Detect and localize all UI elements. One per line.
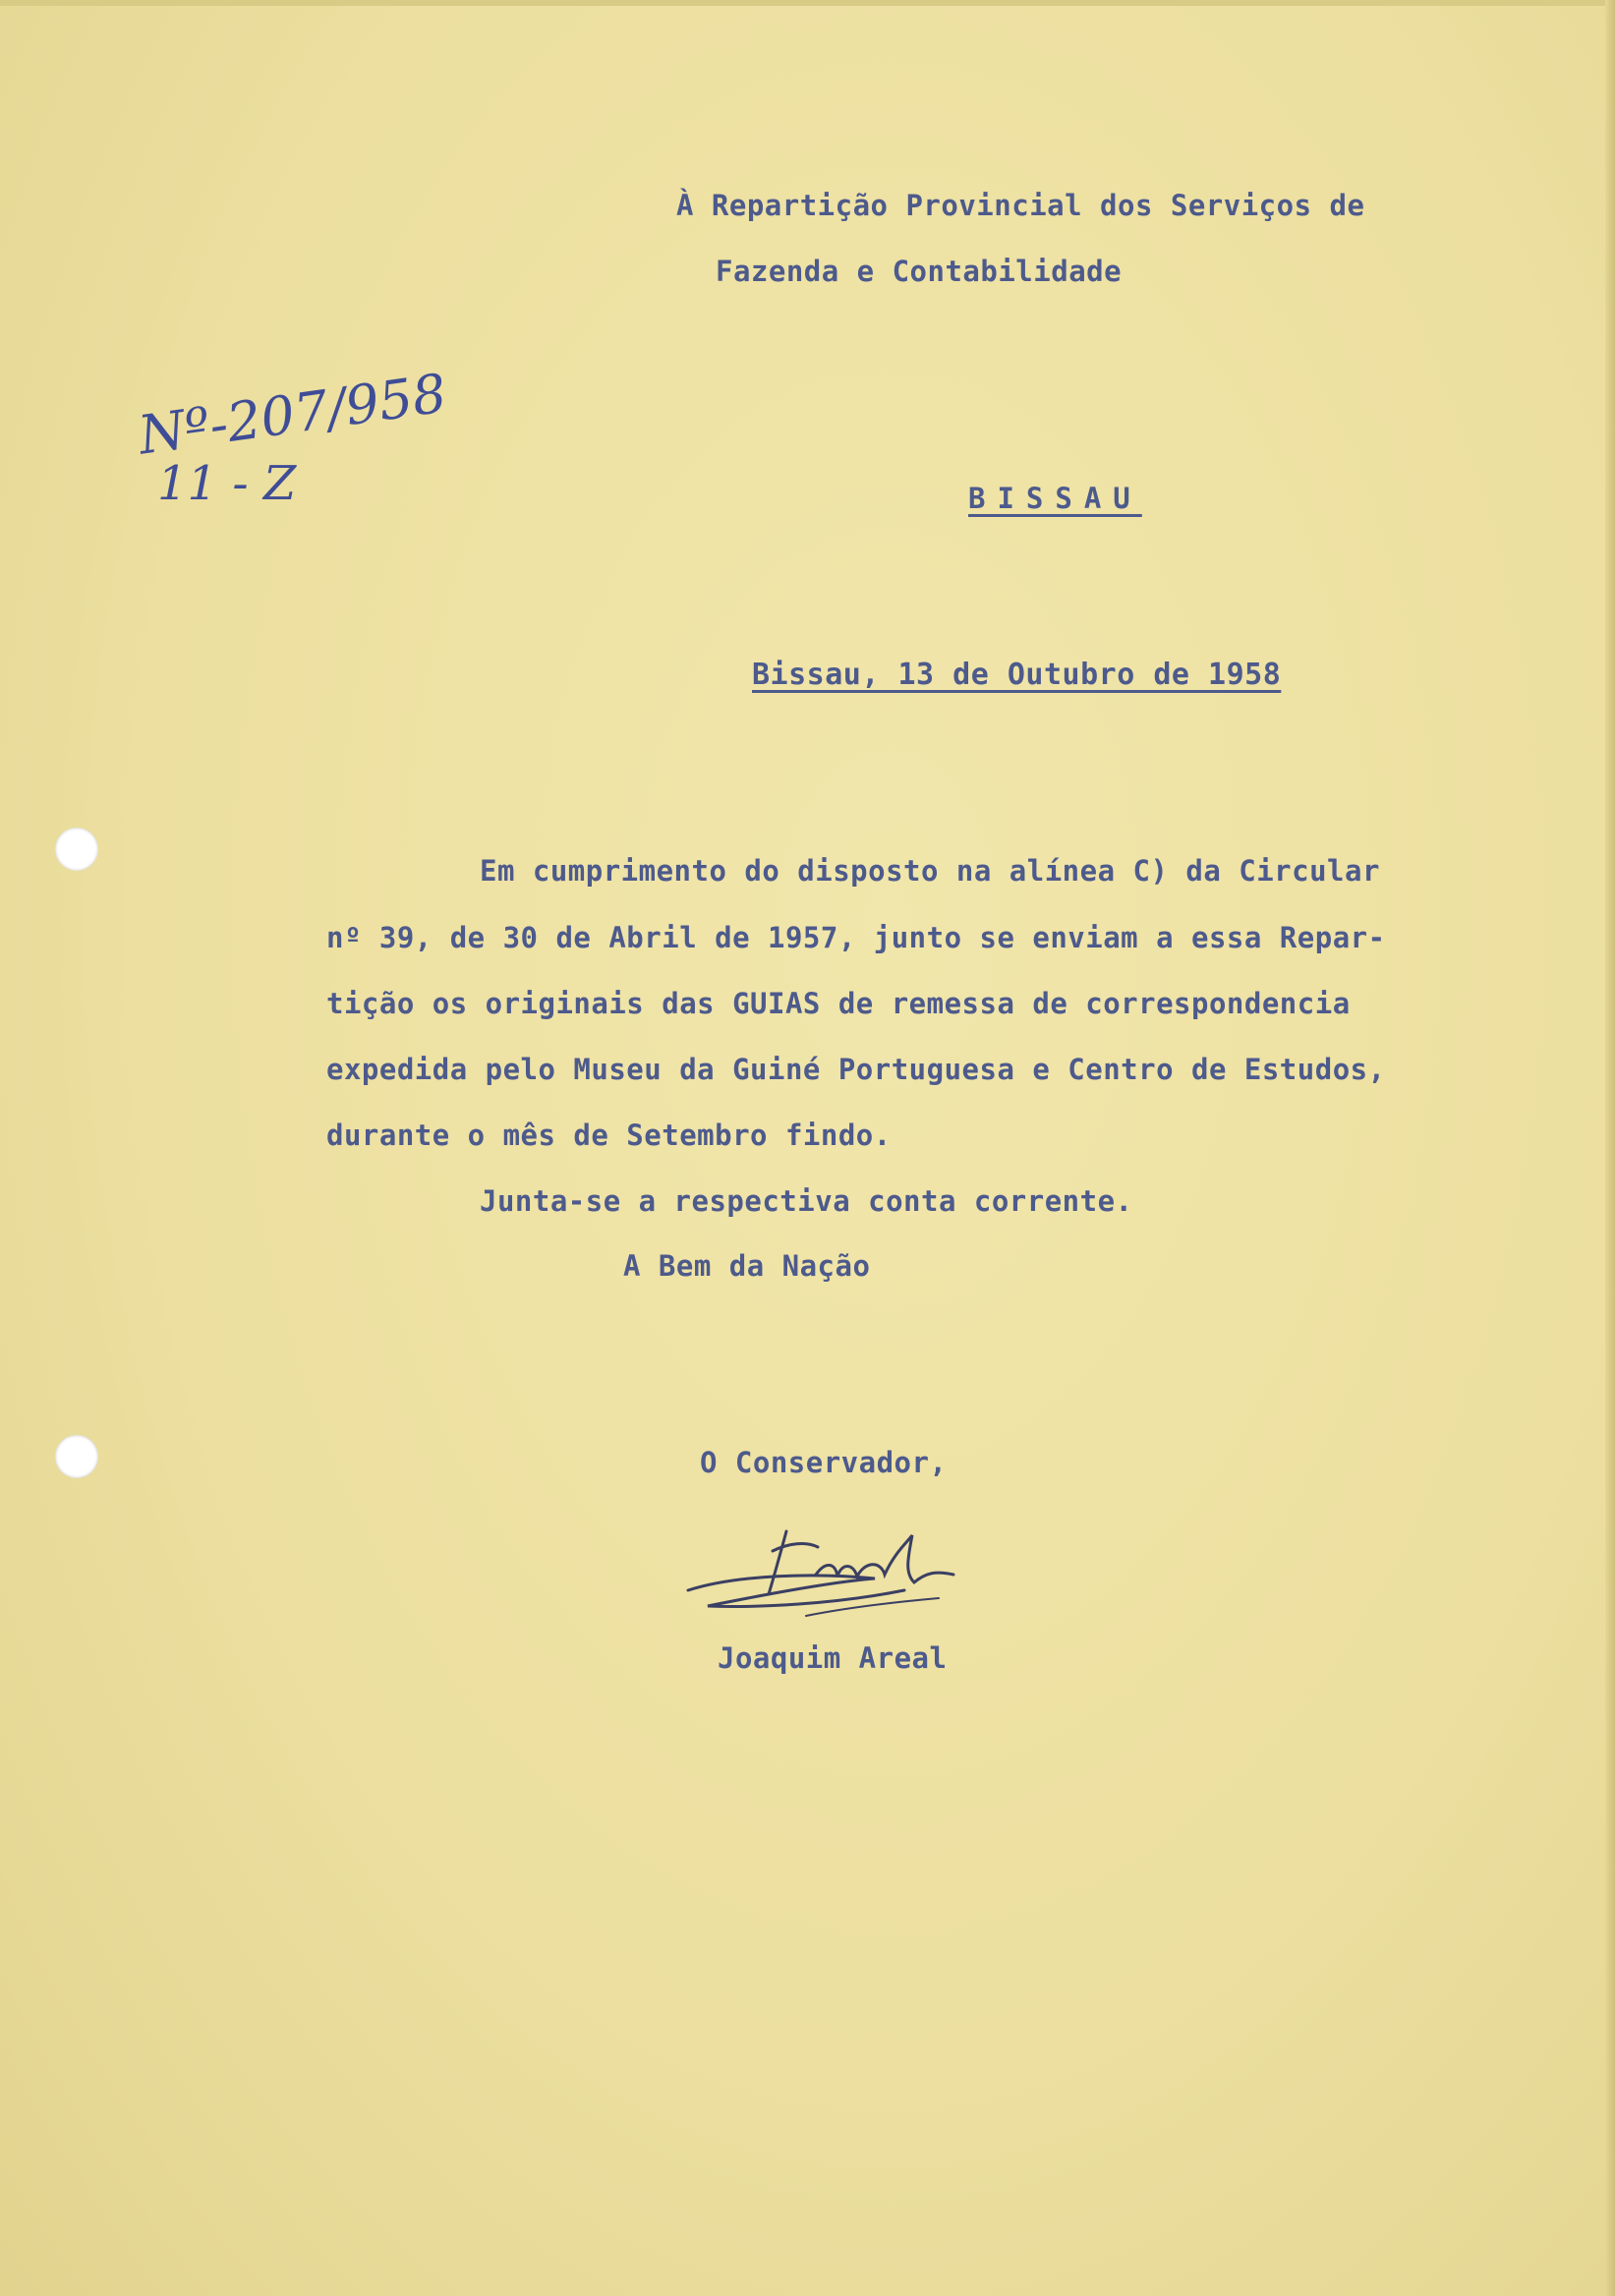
paper-top-edge <box>0 0 1615 6</box>
closing-line-1: Junta-se a respectiva conta corrente. <box>480 1184 1133 1218</box>
body-line-1: Em cumprimento do disposto na alínea C) da Circular <box>480 854 1380 888</box>
body-line-4: expedida pelo Museu da Guiné Portuguesa e Centro de Estudos, <box>326 1053 1386 1086</box>
body-line-3: tição os originais das GUIAS de remessa de correspondencia <box>326 987 1351 1020</box>
handwritten-reference-code: 11 - Z <box>157 456 297 511</box>
signatory-title: O Conservador, <box>700 1446 948 1479</box>
punch-hole-top <box>55 828 98 871</box>
paper-right-edge <box>1605 0 1615 2296</box>
body-line-2: nº 39, de 30 de Abril de 1957, junto se enviam a essa Repar- <box>326 921 1386 954</box>
date-line: Bissau, 13 de Outubro de 1958 <box>752 658 1282 692</box>
signatory-name: Joaquim Areal <box>718 1641 948 1675</box>
recipient-line-1: À Repartição Provincial dos Serviços de <box>676 189 1365 222</box>
punch-hole-bottom <box>55 1435 98 1478</box>
city-heading: BISSAU <box>968 482 1142 515</box>
handwritten-reference-number: Nº-207/958 <box>135 362 451 467</box>
closing-line-2: A Bem da Nação <box>623 1249 871 1283</box>
body-line-5: durante o mês de Setembro findo. <box>326 1119 892 1152</box>
signature <box>678 1514 1012 1632</box>
recipient-line-2: Fazenda e Contabilidade <box>716 255 1123 288</box>
